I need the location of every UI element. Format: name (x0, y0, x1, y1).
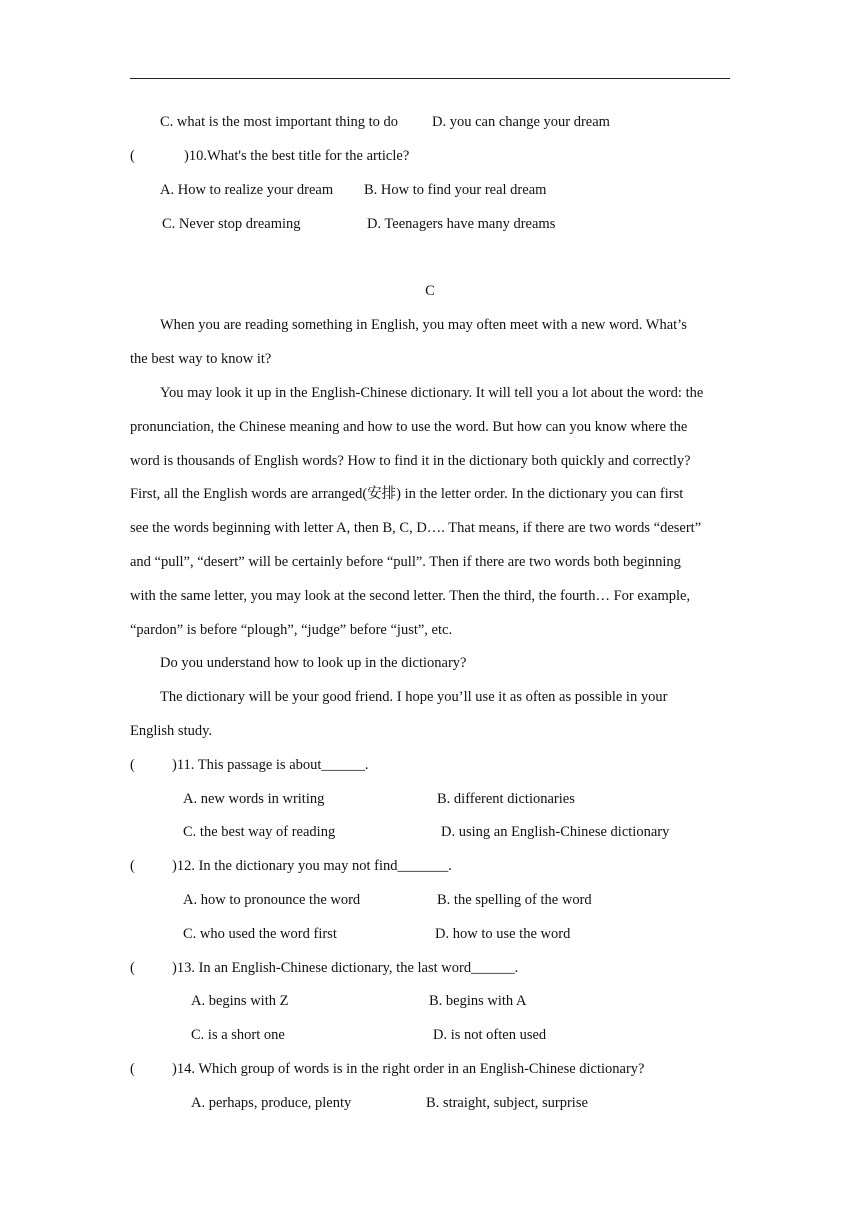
passage-line: and “pull”, “desert” will be certainly before “pull”. Then if there are two words both beginning (130, 554, 681, 570)
q12-paren: ( (130, 858, 135, 874)
q11-option-b: B. different dictionaries (437, 791, 575, 807)
passage-line: You may look it up in the English-Chinese dictionary. It will tell you a lot about the word: the (160, 385, 704, 401)
q10-option-c: C. Never stop dreaming (162, 216, 301, 232)
q13-paren: ( (130, 960, 135, 976)
q12-option-a: A. how to pronounce the word (183, 892, 361, 908)
q12-option-d: D. how to use the word (435, 926, 571, 942)
q14-stem: )14. Which group of words is in the right order in an English-Chinese dictionary? (172, 1061, 645, 1077)
q12-stem: )12. In the dictionary you may not find_______. (172, 858, 452, 874)
q13-option-a: A. begins with Z (191, 993, 289, 1009)
q11-option-d: D. using an English-Chinese dictionary (441, 824, 670, 840)
q10-option-d: D. Teenagers have many dreams (367, 216, 556, 232)
passage-line: When you are reading something in English, you may often meet with a new word. What’s (160, 317, 687, 333)
q9-option-c: C. what is the most important thing to do (160, 114, 399, 130)
q9-option-d: D. you can change your dream (432, 114, 610, 130)
q13-option-d: D. is not often used (433, 1027, 547, 1043)
q10-option-a: A. How to realize your dream (160, 182, 334, 198)
header-rule (130, 78, 730, 79)
q13-option-b: B. begins with A (429, 993, 527, 1009)
q14-paren: ( (130, 1061, 135, 1077)
passage-line: Do you understand how to look up in the dictionary? (160, 655, 467, 671)
passage-line: see the words beginning with letter A, then B, C, D…. That means, if there are two words “desert” (130, 520, 702, 536)
q13-option-c: C. is a short one (191, 1027, 285, 1043)
q12-option-b: B. the spelling of the word (437, 892, 592, 908)
q11-stem: )11. This passage is about______. (172, 757, 369, 773)
q14-option-b: B. straight, subject, surprise (426, 1095, 588, 1111)
passage-heading: C (425, 283, 435, 299)
passage-line: the best way to know it? (130, 351, 272, 367)
passage-line: The dictionary will be your good friend. I hope you’ll use it as often as possible in your (160, 689, 668, 705)
q12-option-c: C. who used the word first (183, 926, 337, 942)
q10-option-b: B. How to find your real dream (364, 182, 547, 198)
passage-line: English study. (130, 723, 213, 739)
passage-line: First, all the English words are arranged(安排) in the letter order. In the dictionary you can first (130, 486, 684, 502)
q11-option-c: C. the best way of reading (183, 824, 336, 840)
passage-line: pronunciation, the Chinese meaning and how to use the word. But how can you know where the (130, 419, 688, 435)
q13-stem: )13. In an English-Chinese dictionary, the last word______. (172, 960, 519, 976)
q11-paren: ( (130, 757, 135, 773)
q10-stem: )10.What's the best title for the article? (184, 148, 410, 164)
passage-line: “pardon” is before “plough”, “judge” before “just”, etc. (130, 622, 453, 638)
q14-option-a: A. perhaps, produce, plenty (191, 1095, 352, 1111)
passage-line: with the same letter, you may look at the second letter. Then the third, the fourth… For example, (130, 588, 691, 604)
passage-line: word is thousands of English words? How to find it in the dictionary both quickly and correctly? (130, 453, 691, 469)
q10-paren: ( (130, 148, 135, 164)
q11-option-a: A. new words in writing (183, 791, 325, 807)
